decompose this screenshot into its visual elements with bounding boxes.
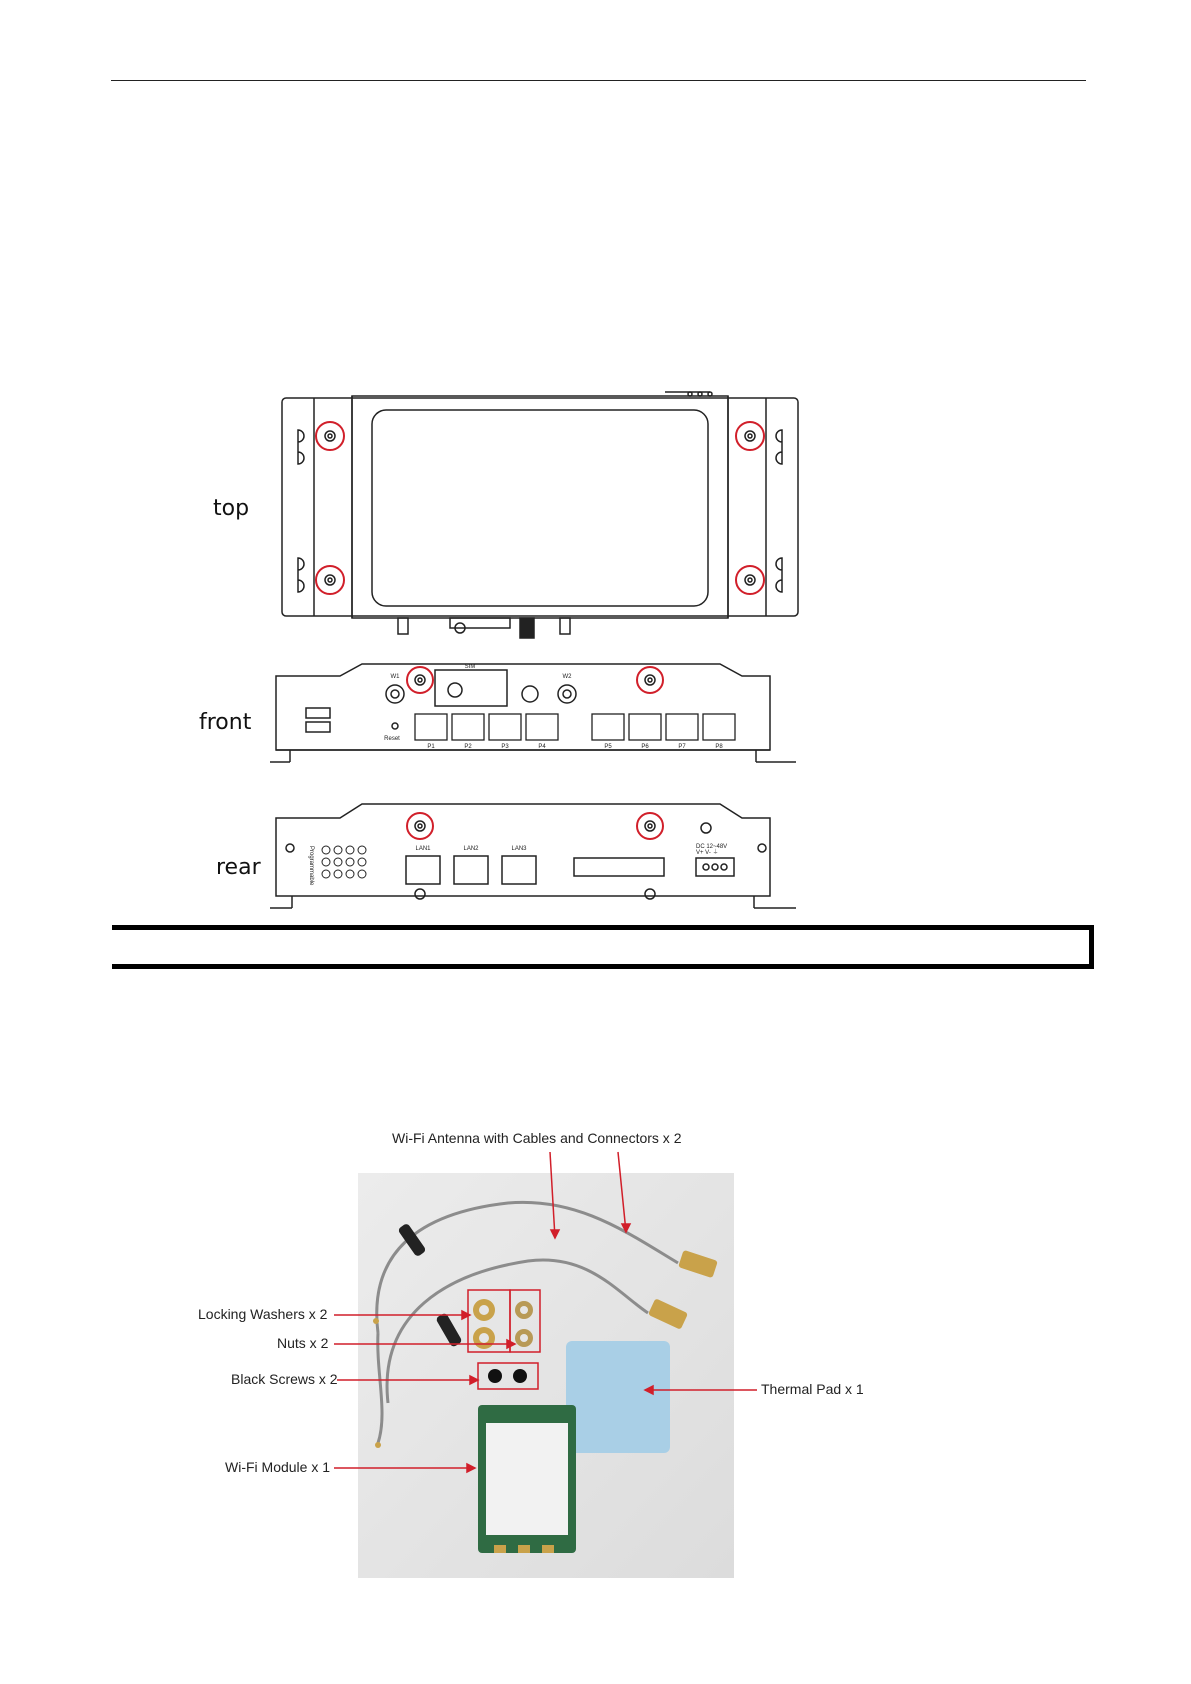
header-rule: [111, 80, 1086, 81]
rear-lan-label: LAN2: [463, 846, 479, 852]
rear-power-pins-label: V+ V- ⏚: [696, 850, 719, 856]
front-port-label: P3: [501, 744, 509, 750]
front-port-label: P4: [538, 744, 546, 750]
rear-view-drawing: [270, 790, 810, 920]
view-label-rear: rear: [216, 855, 261, 880]
front-view-drawing: [270, 650, 810, 770]
callout-antenna: Wi-Fi Antenna with Cables and Connectors x 2: [392, 1130, 682, 1146]
package-contents-photo: [358, 1173, 734, 1578]
front-wifi-label-1: W1: [390, 674, 400, 680]
view-label-front: front: [199, 710, 252, 735]
callout-thermal-pad: Thermal Pad x 1: [761, 1381, 864, 1397]
front-port-label: P2: [464, 744, 472, 750]
view-label-top: top: [213, 496, 250, 521]
rear-power-label: DC 12~48V: [696, 844, 728, 850]
rear-lan-label: LAN1: [415, 846, 431, 852]
front-wifi-label-2: W2: [562, 674, 572, 680]
front-port-label: P5: [604, 744, 612, 750]
front-sim-label: SIM: [464, 664, 476, 670]
callout-nuts: Nuts x 2: [277, 1335, 329, 1351]
front-port-label: P7: [678, 744, 686, 750]
front-reset-label: Reset: [384, 736, 400, 742]
callout-module: Wi-Fi Module x 1: [225, 1459, 331, 1475]
note-box: [112, 925, 1094, 969]
front-port-label: P6: [641, 744, 649, 750]
front-port-label: P1: [427, 744, 435, 750]
callout-washers: Locking Washers x 2: [198, 1306, 328, 1322]
top-view-drawing: [270, 390, 810, 650]
rear-programmable-label: Programmable: [308, 846, 314, 886]
rear-lan-label: LAN3: [511, 846, 527, 852]
front-port-label: P8: [715, 744, 723, 750]
callout-screws: Black Screws x 2: [231, 1371, 338, 1387]
